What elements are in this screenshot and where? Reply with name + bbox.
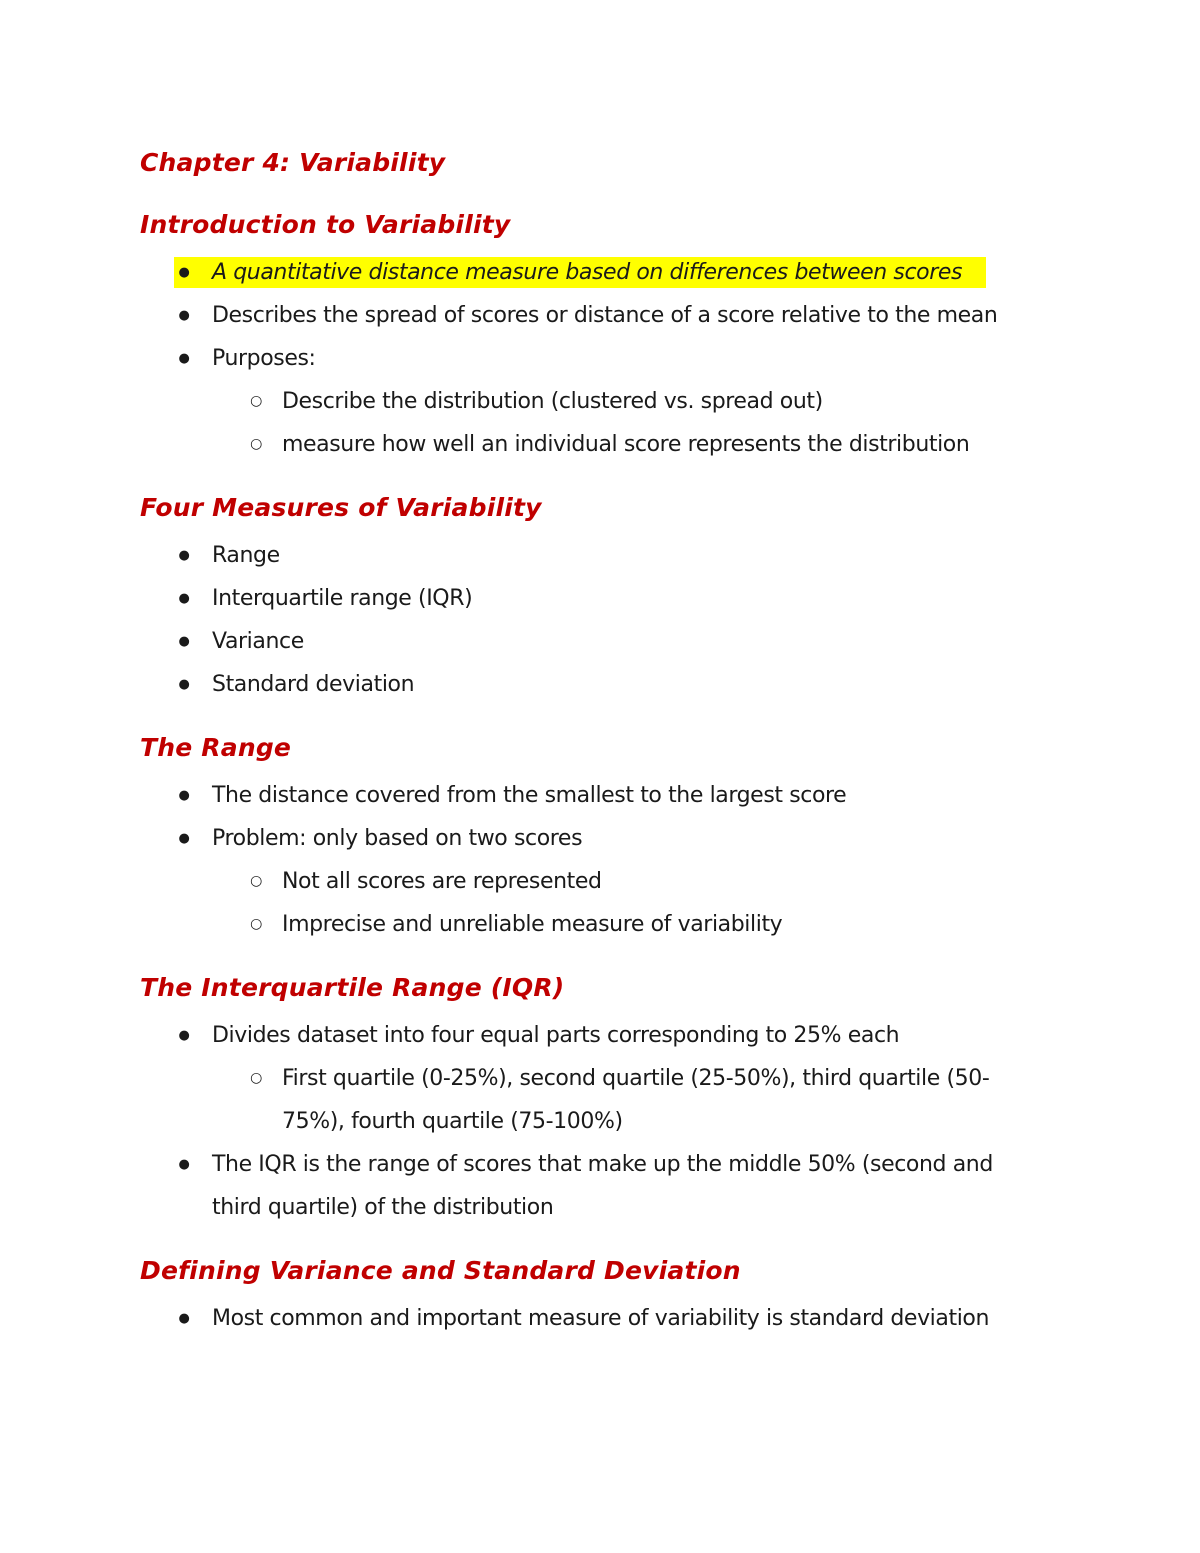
hollow-bullet-icon: ○ xyxy=(250,393,262,409)
sub-list-item xyxy=(140,380,1050,423)
list-item xyxy=(140,817,1050,860)
bullet-icon: ● xyxy=(178,1311,190,1326)
document-content xyxy=(140,143,1050,1340)
list-item xyxy=(140,294,1050,337)
sub-list-item-text: 75%), fourth quartile (75-100%) xyxy=(282,1109,623,1134)
list-item-text: Range xyxy=(212,543,280,568)
sub-list-item xyxy=(140,860,1050,903)
list-item xyxy=(140,534,1050,577)
sub-list-item-text: measure how well an individual score represents the distribution xyxy=(282,432,970,457)
list-range xyxy=(140,774,1050,946)
chapter-title: Chapter 4: Variability xyxy=(140,148,446,177)
list-variance-sd xyxy=(140,1297,1050,1340)
section-heading-introduction: Introduction to Variability xyxy=(140,210,511,239)
list-item-text: Describes the spread of scores or distance of a score relative to the mean xyxy=(212,303,998,328)
list-item-text: Interquartile range (IQR) xyxy=(212,586,473,611)
list-item-text: Problem: only based on two scores xyxy=(212,826,583,851)
list-item xyxy=(140,1014,1050,1057)
list-item-text: Most common and important measure of variability is standard deviation xyxy=(212,1306,990,1331)
bullet-icon: ● xyxy=(178,308,190,323)
list-item-text: third quartile) of the distribution xyxy=(212,1195,554,1220)
section-heading-iqr: The Interquartile Range (IQR) xyxy=(140,973,565,1002)
bullet-icon: ● xyxy=(178,591,190,606)
list-item-text: A quantitative distance measure based on differences between scores xyxy=(212,260,963,285)
sub-list-item xyxy=(140,903,1050,946)
list-item-continuation xyxy=(140,1186,1050,1229)
list-item-text: Standard deviation xyxy=(212,672,415,697)
list-four-measures xyxy=(140,534,1050,706)
section-heading-four-measures: Four Measures of Variability xyxy=(140,493,542,522)
sub-list-item xyxy=(140,423,1050,466)
sub-list-item-text: Not all scores are represented xyxy=(282,869,602,894)
list-introduction xyxy=(140,251,1050,466)
bullet-icon: ● xyxy=(178,831,190,846)
bullet-icon: ● xyxy=(178,1028,190,1043)
hollow-bullet-icon: ○ xyxy=(250,873,262,889)
list-item xyxy=(140,337,1050,380)
list-item xyxy=(140,1143,1050,1186)
section-heading-range: The Range xyxy=(140,733,292,762)
list-item xyxy=(140,774,1050,817)
sub-list-item-text: Describe the distribution (clustered vs. spread out) xyxy=(282,389,823,414)
list-item-text: The IQR is the range of scores that make up the middle 50% (second and xyxy=(212,1152,993,1177)
sub-list-item-text: Imprecise and unreliable measure of variability xyxy=(282,912,783,937)
list-item xyxy=(140,577,1050,620)
list-iqr xyxy=(140,1014,1050,1229)
bullet-icon: ● xyxy=(178,265,190,280)
section-heading-variance-sd: Defining Variance and Standard Deviation xyxy=(140,1256,741,1285)
bullet-icon: ● xyxy=(178,548,190,563)
list-item-text: Divides dataset into four equal parts corresponding to 25% each xyxy=(212,1023,900,1048)
bullet-icon: ● xyxy=(178,1157,190,1172)
list-item xyxy=(140,663,1050,706)
list-item-highlighted xyxy=(140,251,1050,294)
list-item-text: Purposes: xyxy=(212,346,316,371)
bullet-icon: ● xyxy=(178,351,190,366)
bullet-icon: ● xyxy=(178,634,190,649)
hollow-bullet-icon: ○ xyxy=(250,1070,262,1086)
sub-list-item-continuation xyxy=(140,1100,1050,1143)
sub-list-item-text: First quartile (0-25%), second quartile (25-50%), third quartile (50- xyxy=(282,1066,990,1091)
sub-list-item xyxy=(140,1057,1050,1100)
bullet-icon: ● xyxy=(178,788,190,803)
hollow-bullet-icon: ○ xyxy=(250,916,262,932)
list-item-text: The distance covered from the smallest to the largest score xyxy=(212,783,847,808)
list-item xyxy=(140,1297,1050,1340)
list-item xyxy=(140,620,1050,663)
bullet-icon: ● xyxy=(178,677,190,692)
list-item-text: Variance xyxy=(212,629,304,654)
hollow-bullet-icon: ○ xyxy=(250,436,262,452)
